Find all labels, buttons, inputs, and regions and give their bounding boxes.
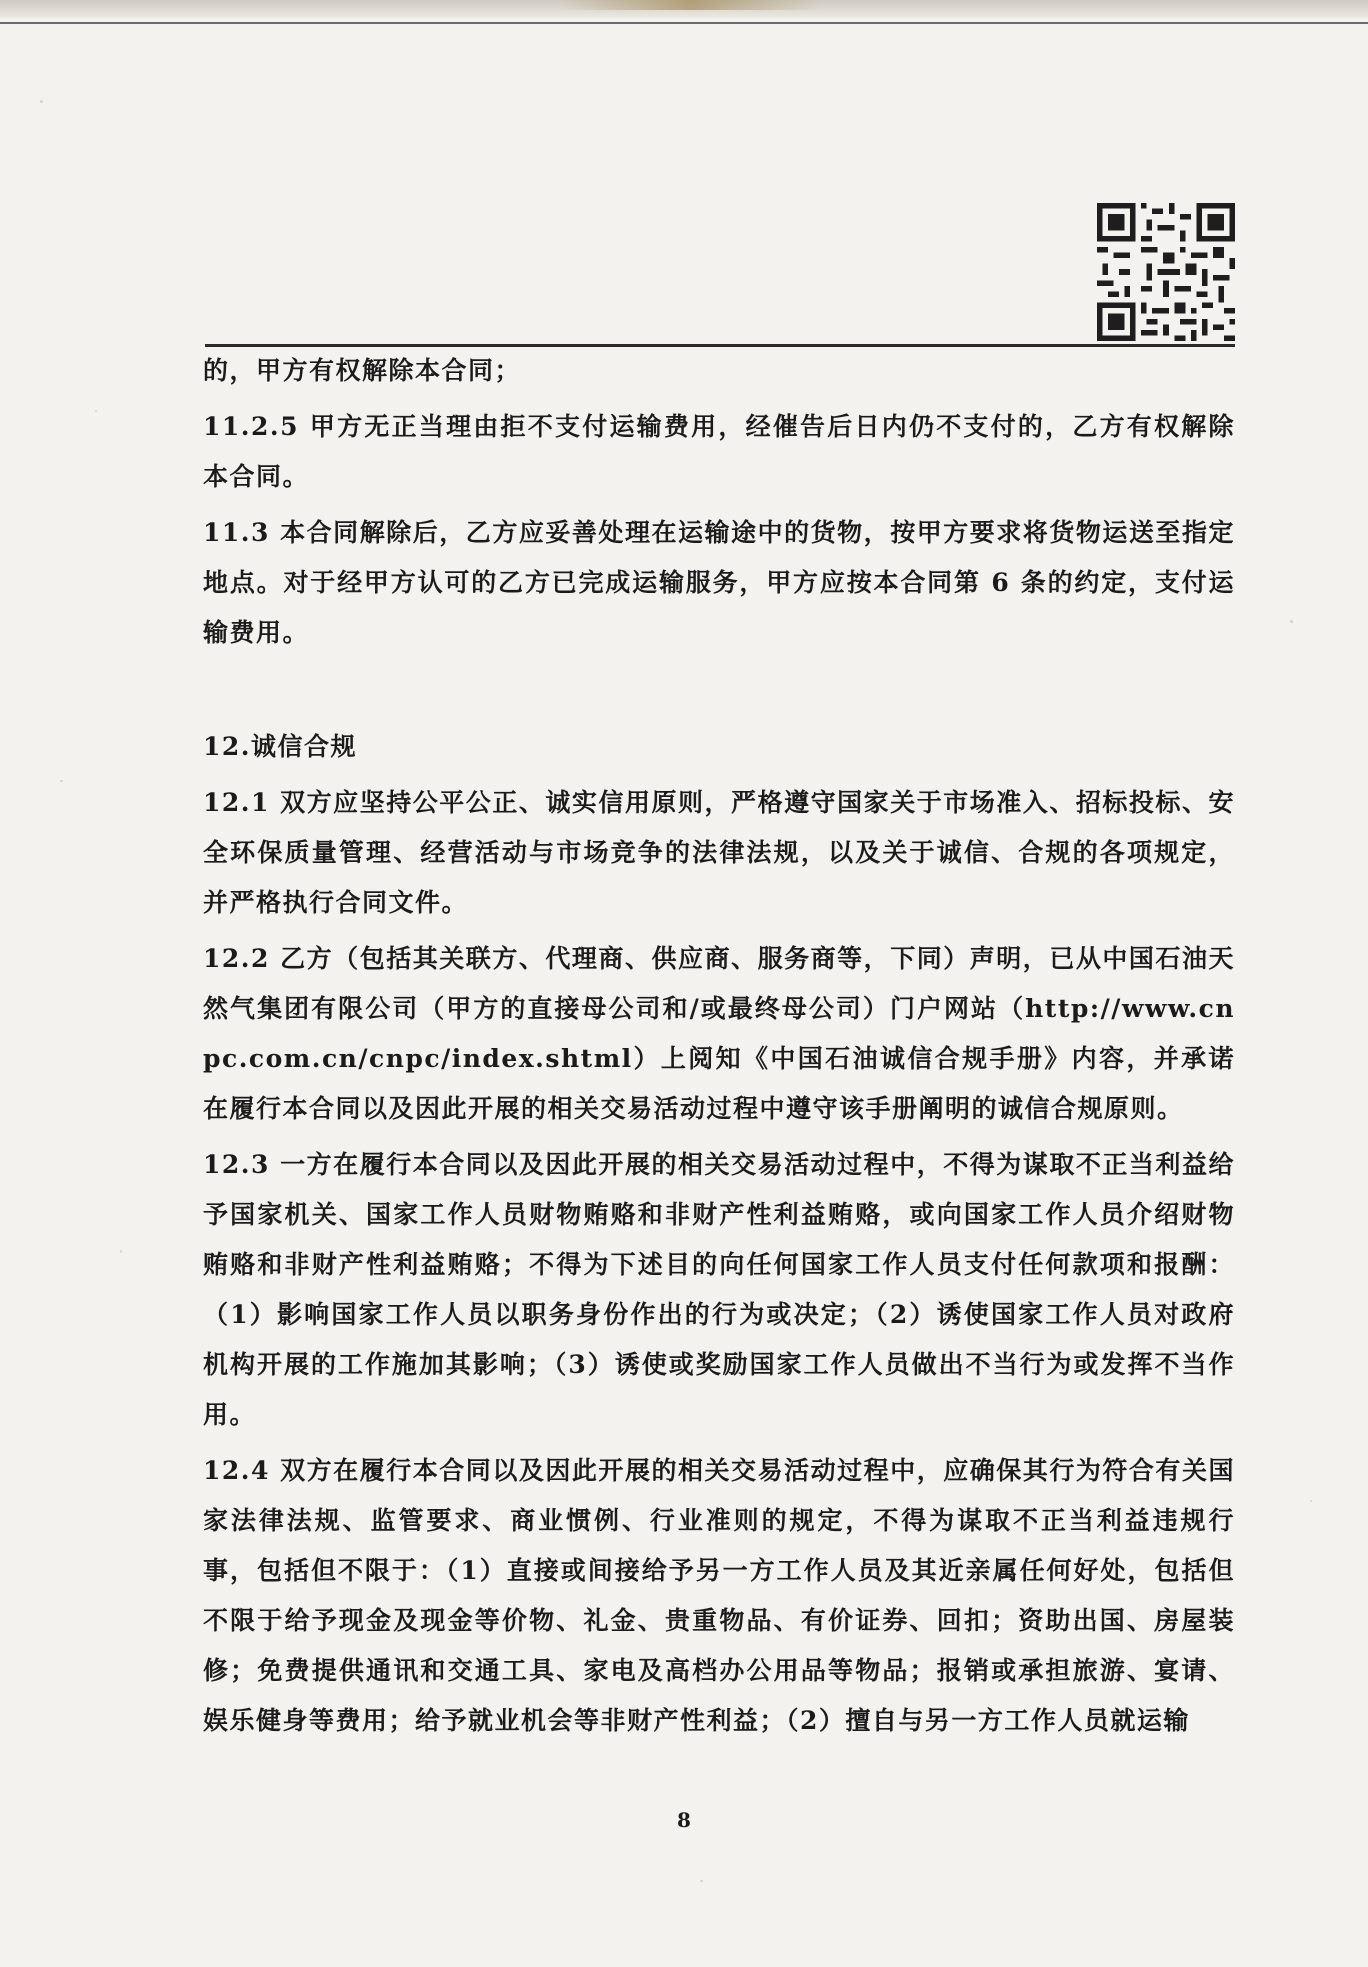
scan-top-rule <box>0 22 1368 24</box>
section-heading-12: 12.诚信合规 <box>203 732 357 761</box>
scan-speckle <box>95 410 97 412</box>
scan-speckle <box>120 1250 122 1253</box>
clause-12-4: 12.4 双方在履行本合同以及因此开展的相关交易活动过程中，应确保其行为符合有关国家法律法规、监管要求、商业惯例、行业准则的规定，不得为谋取不正当利益违规行事，包括但不限于：（1）直接或间接给予另一方工作人员及其近亲属任何好处，包括但不限于给予现金及现金等价物、礼金、贵重物品、有价证券、回扣；资助出国、房屋装修；免费提供通讯和交通工具、家电及高档办公用品等物品；报销或承担旅游、宴请、娱乐健身等费用；给予就业机会等非财产性利益；（2）擅自与另一方工作人员就运输 <box>203 1456 1235 1735</box>
scan-speckle <box>40 100 43 103</box>
scan-speckle <box>1290 620 1293 623</box>
scan-speckle <box>1310 1500 1312 1502</box>
clause-12-1: 12.1 双方应坚持公平公正、诚实信用原则，严格遵守国家关于市场准入、招标投标、安全环保质量管理、经营活动与市场竞争的法律法规，以及关于诚信、合规的各项规定，并严格执行合同文件。 <box>203 788 1235 917</box>
clause-11-2-4-end: 的，甲方有权解除本合同； <box>203 356 522 385</box>
scan-binding-shadow <box>560 0 820 10</box>
clause-11-2-5: 11.2.5 甲方无正当理由拒不支付运输费用，经催告后日内仍不支付的，乙方有权解除本合同。 <box>203 412 1235 491</box>
page-number: 8 <box>677 1808 691 1832</box>
clause-11-3: 11.3 本合同解除后，乙方应妥善处理在运输途中的货物，按甲方要求将货物运送至指定地点。对于经甲方认可的乙方已完成运输服务，甲方应按本合同第 6 条的约定，支付运输费用。 <box>203 518 1235 647</box>
clause-12-3: 12.3 一方在履行本合同以及因此开展的相关交易活动过程中，不得为谋取不正当利益给予国家机关、国家工作人员财物贿赂和非财产性利益贿赂，或向国家工作人员介绍财物贿赂和非财产性利益贿赂；不得为下述目的向任何国家工作人员支付任何款项和报酬：（1）影响国家工作人员以职务身份作出的行为或决定；（2）诱使国家工作人员对政府机构开展的工作施加其影响；（3）诱使或奖励国家工作人员做出不当行为或发挥不当作用。 <box>203 1150 1235 1429</box>
scan-speckle <box>60 780 63 782</box>
scan-speckle <box>700 1880 703 1882</box>
document-body <box>203 346 1235 1746</box>
clause-12-2: 12.2 乙方（包括其关联方、代理商、供应商、服务商等，下同）声明，已从中国石油天然气集团有限公司（甲方的直接母公司和/或最终母公司）门户网站（http://www.cnpc.com.cn/cnpc/index.shtml）上阅知《中国石油诚信合规手册》内容，并承诺在履行本合同以及因此开展的相关交易活动过程中遵守该手册阐明的诚信合规原则。 <box>203 944 1235 1123</box>
qr-code-icon <box>1097 203 1235 341</box>
